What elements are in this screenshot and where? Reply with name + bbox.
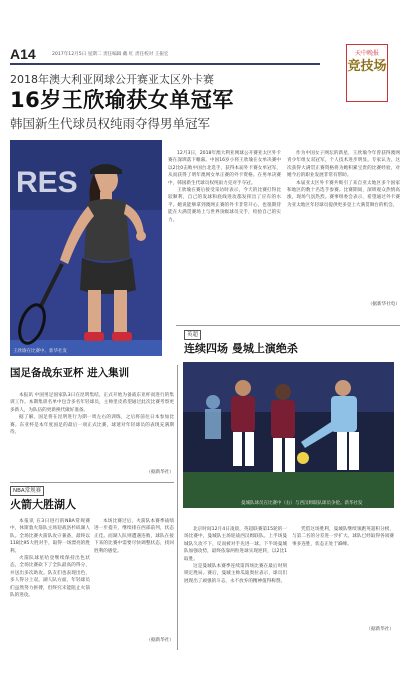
epl-paragraph: 北京时间12月4日凌晨，英超联赛第15轮的一场比赛中，曼城队主场迎战西汉姆联队。上半场曼城队久攻不下，反而被对手先进一球。下半场曼城队加强攻势，最终依靠两粒进球实现逆转，以2比1取胜。	[184, 527, 287, 562]
nba-body-col1	[10, 518, 90, 644]
epl-kicker: 英超	[184, 330, 201, 340]
nba-paragraph: 火箭队球星哈登继续保持出色状态，全场比赛砍下了全队最高的得分，并送出多次助攻。队友们也表现出色，多人得分上双。湖人队方面，年轻球员们虽然努力拼搏，但终究未能阻止火箭队的进攻。	[10, 556, 90, 599]
soccer-paragraph: 据了解，国足将在昆明进行为期一周左右的训练，之后将前往日本参加比赛。东亚杯是本年度国足的最后一项正式比赛，球迷对年轻球员的表现充满期待。	[10, 415, 174, 436]
epl-paragraph: 凭借这场胜利，曼城队继续领跑英超积分榜，与第二名的分差进一步扩大。球队已经取得各项赛事多连胜，状态正处于巅峰。	[292, 527, 394, 547]
nba-paragraph: 本场比赛过后，火箭队本赛季战绩进一步提升，继续排在西部前列，状态正佳。而湖人队则遭遇连败，球队在接下来的比赛中需要尽快调整状态，找回胜利的感觉。	[94, 519, 174, 554]
football-photo-art	[183, 362, 394, 508]
tennis-photo	[10, 140, 162, 356]
football-photo-caption: 曼城队球员在比赛中（右）与西汉姆联队球员争抢。新华社发	[241, 501, 363, 506]
column-divider	[177, 365, 178, 650]
section-logo	[346, 44, 388, 102]
lead-body-col2	[287, 150, 400, 300]
logo-section: 竞技场	[347, 59, 387, 74]
lead-paragraph: 12月3日，2018年澳大利亚网球公开赛亚太区外卡赛在深圳落下帷幕。中国16岁小将王欣瑜在女单决赛中以2比0击败中国台北选手，获得本届外卡赛女单冠军，从而获得了明年澳网女单正赛的外卡资格。在男单决赛中，韩国新生代球员权纯雨力克对手夺冠。	[168, 151, 281, 186]
tennis-photo-art	[10, 140, 162, 356]
nba-kicker: NBA常规赛	[10, 486, 44, 496]
soccer-headline: 国足备战东亚杯 进入集训	[10, 367, 130, 379]
nba-paragraph: 本报讯 在3日进行的NBA常规赛中，休斯敦火箭队主场迎战洛杉矶湖人队。全场比赛火箭队攻守兼备，最终以118比95大胜对手，取得一场漂亮的胜利。	[10, 519, 90, 554]
tennis-photo-caption: 王欣瑜在比赛中。新华社发	[13, 349, 67, 354]
soccer-byline: （据新华社）	[146, 470, 174, 475]
epl-byline: （据新华社）	[366, 627, 394, 632]
lead-subhead: 韩国新生代球员权纯雨夺得男单冠军	[10, 116, 211, 131]
nba-byline: （据新华社）	[146, 638, 174, 643]
epl-paragraph: 这是曼城队本赛季连续第四场比赛在最后时刻锁定胜局。赛后，曼城主帅瓜迪奥拉表示，球员们展现出了顽强的斗志，永不放弃的精神值得称赞。	[184, 564, 287, 584]
logo-brand: 天中晚报	[354, 50, 379, 57]
lead-byline: （据新华社电）	[367, 302, 400, 307]
epl-headline: 连续四场 曼城上演绝杀	[184, 342, 298, 355]
page-meta: 2017年12月5日 星期二 责任编辑 戴 红 责任校对 王振宏	[52, 52, 169, 57]
nba-headline: 火箭大胜湖人	[10, 498, 76, 511]
nba-body-col2	[94, 518, 174, 636]
svg-text:RES: RES	[16, 166, 78, 199]
divider	[176, 325, 400, 326]
lead-headline: 16岁王欣瑜获女单冠军	[10, 88, 234, 112]
lead-body-col1	[168, 150, 281, 306]
page-number: A14	[10, 46, 36, 62]
soccer-body	[10, 392, 174, 469]
football-photo	[183, 362, 394, 508]
lead-paragraph: 作为中国女子网坛的新星，王欣瑜今年曾获得澳网青少年组女双冠军，个人技术进步明显。专家认为，这次获得大满贯正赛资格将为她积累宝贵的比赛经验，对她今后的职业发展非常有帮助。	[287, 151, 400, 179]
epl-body-col2	[292, 526, 394, 626]
divider	[10, 482, 174, 483]
lead-kicker: 2018年澳大利亚网球公开赛亚太区外卡赛	[10, 73, 214, 86]
header-rule	[10, 63, 320, 65]
soccer-paragraph: 本报讯 中国男足国家队3日在昆明集结，正式开始为备战东亚杯而进行的集训工作。本期集训名单中包含多名年轻球员，主帅里皮希望通过此次比赛考察更多新人，为队伍的更新换代做好准备。	[10, 393, 174, 413]
epl-body-col1	[184, 526, 287, 644]
lead-paragraph: 本届亚太区外卡赛共吸引了来自亚太地区多个国家和地区的数十名选手参赛。比赛期间，深圳观众热情高涨，现场气氛热烈。赛事组委会表示，希望通过外卡赛为亚太地区年轻球员提供更多登上大满贯舞台的机会。	[287, 180, 400, 208]
lead-paragraph: 王欣瑜在赛后接受采访时表示，今天的比赛打得比较顺利，自己的发球和底线进攻都发挥出了应有的水平。她说能够拿到澳网正赛的外卡非常开心，也很期待能在大满贯赛场上与世界顶级球员交手，检验自己的实力。	[168, 188, 281, 223]
